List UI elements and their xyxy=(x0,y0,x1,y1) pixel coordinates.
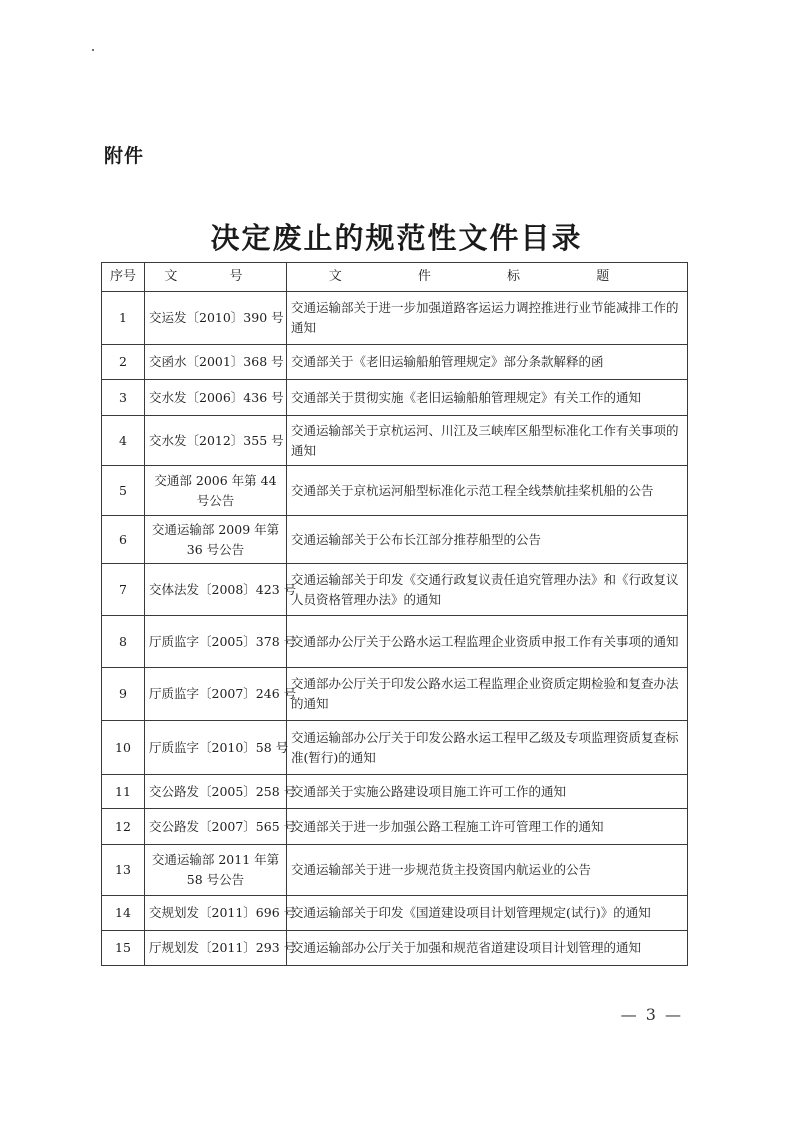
document-title-cell: 交通运输部关于进一步规范货主投资国内航运业的公告 xyxy=(287,845,688,896)
table-row xyxy=(102,845,688,896)
document-ref: 交规划发〔2011〕696 号 xyxy=(145,896,287,931)
table-row xyxy=(102,292,688,345)
document-title-cell: 交通运输部办公厅关于加强和规范省道建设项目计划管理的通知 xyxy=(287,931,688,966)
document-title-cell: 交通部关于《老旧运输船舶管理规定》部分条款解释的函 xyxy=(287,345,688,380)
document-title-cell: 交通运输部关于进一步加强道路客运运力调控推进行业节能减排工作的通知 xyxy=(287,292,688,345)
row-number: 8 xyxy=(102,616,145,668)
document-ref: 交公路发〔2005〕258 号 xyxy=(145,775,287,809)
document-title-cell: 交通运输部关于公布长江部分推荐船型的公告 xyxy=(287,516,688,564)
document-ref: 交水发〔2006〕436 号 xyxy=(145,380,287,416)
document-title-cell: 交通部办公厅关于印发公路水运工程监理企业资质定期检验和复查办法的通知 xyxy=(287,668,688,721)
table-row xyxy=(102,416,688,466)
row-number: 4 xyxy=(102,416,145,466)
document-ref: 交公路发〔2007〕565 号 xyxy=(145,809,287,845)
row-number: 12 xyxy=(102,809,145,845)
document-ref: 交体法发〔2008〕423 号 xyxy=(145,564,287,616)
table-row xyxy=(102,564,688,616)
row-number: 11 xyxy=(102,775,145,809)
table-row xyxy=(102,931,688,966)
row-number: 9 xyxy=(102,668,145,721)
document-title-cell: 交通部办公厅关于公路水运工程监理企业资质申报工作有关事项的通知 xyxy=(287,616,688,668)
document-ref: 交运发〔2010〕390 号 xyxy=(145,292,287,345)
table-header-row xyxy=(102,263,688,292)
attachment-label: 附件 xyxy=(104,145,145,167)
column-header-ref: 文 号 xyxy=(145,263,287,292)
column-header-title: 文 件 标 题 xyxy=(287,263,688,292)
document-ref: 交函水〔2001〕368 号 xyxy=(145,345,287,380)
document-ref: 交水发〔2012〕355 号 xyxy=(145,416,287,466)
table-row xyxy=(102,668,688,721)
document-ref: 交通运输部 2009 年第 36 号公告 xyxy=(145,516,287,564)
table-row xyxy=(102,616,688,668)
document-title-cell: 交通运输部办公厅关于印发公路水运工程甲乙级及专项监理资质复查标准(暂行)的通知 xyxy=(287,721,688,775)
document-title-cell: 交通运输部关于印发《国道建设项目计划管理规定(试行)》的通知 xyxy=(287,896,688,931)
document-ref: 交通运输部 2011 年第 58 号公告 xyxy=(145,845,287,896)
table-row xyxy=(102,721,688,775)
row-number: 10 xyxy=(102,721,145,775)
row-number: 7 xyxy=(102,564,145,616)
table-row xyxy=(102,380,688,416)
document-ref: 厅规划发〔2011〕293 号 xyxy=(145,931,287,966)
table-row xyxy=(102,466,688,516)
scan-speck xyxy=(92,49,94,51)
table-row xyxy=(102,775,688,809)
row-number: 15 xyxy=(102,931,145,966)
document-title: 决定废止的规范性文件目录 xyxy=(210,221,583,255)
row-number: 2 xyxy=(102,345,145,380)
row-number: 14 xyxy=(102,896,145,931)
row-number: 13 xyxy=(102,845,145,896)
document-ref: 厅质监字〔2010〕58 号 xyxy=(145,721,287,775)
table-row xyxy=(102,896,688,931)
document-title-cell: 交通部关于实施公路建设项目施工许可工作的通知 xyxy=(287,775,688,809)
table-row xyxy=(102,809,688,845)
document-ref: 厅质监字〔2005〕378 号 xyxy=(145,616,287,668)
page-number: — 3 — xyxy=(620,1005,683,1024)
table-row xyxy=(102,516,688,564)
row-number: 1 xyxy=(102,292,145,345)
document-title-cell: 交通部关于贯彻实施《老旧运输船舶管理规定》有关工作的通知 xyxy=(287,380,688,416)
document-title-cell: 交通部关于京杭运河船型标准化示范工程全线禁航挂桨机船的公告 xyxy=(287,466,688,516)
document-title-cell: 交通运输部关于印发《交通行政复议责任追究管理办法》和《行政复议人员资格管理办法》的通知 xyxy=(287,564,688,616)
document-title-cell: 交通部关于进一步加强公路工程施工许可管理工作的通知 xyxy=(287,809,688,845)
repealed-documents-table xyxy=(101,262,688,966)
row-number: 5 xyxy=(102,466,145,516)
column-header-no: 序号 xyxy=(102,263,145,292)
document-title-cell: 交通运输部关于京杭运河、川江及三峡库区船型标准化工作有关事项的通知 xyxy=(287,416,688,466)
document-ref: 交通部 2006 年第 44 号公告 xyxy=(145,466,287,516)
table-row xyxy=(102,345,688,380)
row-number: 3 xyxy=(102,380,145,416)
document-ref: 厅质监字〔2007〕246 号 xyxy=(145,668,287,721)
row-number: 6 xyxy=(102,516,145,564)
